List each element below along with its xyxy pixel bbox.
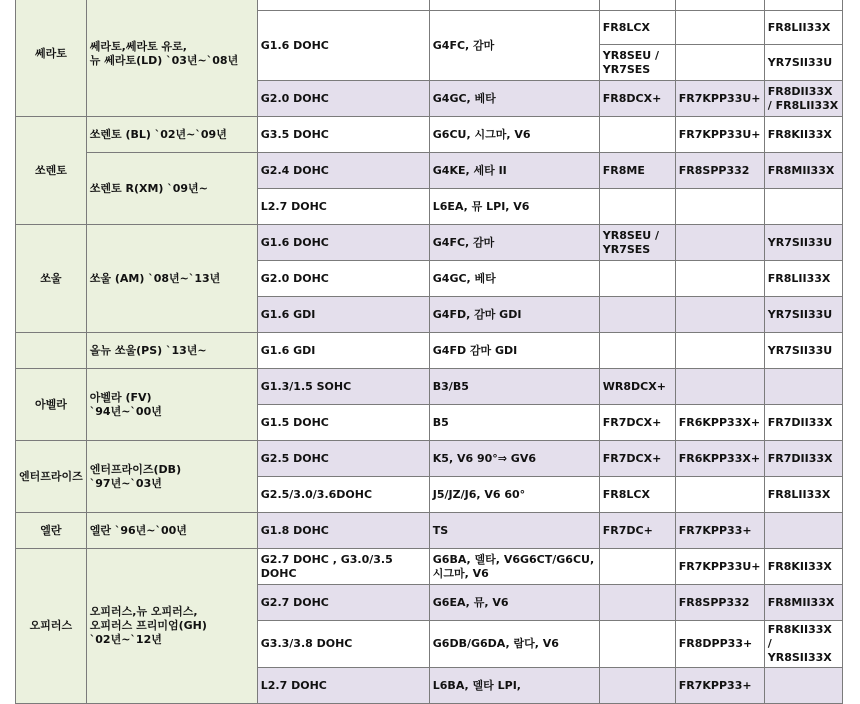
engine-cell: G1.8 DOHC — [257, 513, 429, 549]
plug-1-cell — [599, 585, 675, 621]
plug-2-cell — [675, 225, 764, 261]
plug-1-cell: FR8LCX — [599, 11, 675, 45]
plug-2-cell — [675, 189, 764, 225]
engine-cell: G1.6 DOHC — [257, 11, 429, 81]
model-cell: 쏘울 (AM) `08년~`13년 — [86, 225, 257, 333]
plug-3-cell: FR8KII33X / YR8SII33X — [764, 621, 842, 668]
plug-2-cell — [675, 261, 764, 297]
brand-cell: 엔터프라이즈 — [16, 441, 87, 513]
table-row — [16, 0, 843, 11]
engine-code-cell: K5, V6 90°⇒ GV6 — [429, 441, 599, 477]
plug-2-cell: FR6KPP33X+ — [675, 441, 764, 477]
plug-3-cell: FR8MII33X — [764, 585, 842, 621]
plug-3-cell — [764, 189, 842, 225]
plug-3-cell: FR8MII33X — [764, 153, 842, 189]
plug-1-cell: FR8DCX+ — [599, 81, 675, 117]
brand-cell: 아벨라 — [16, 369, 87, 441]
engine-cell: G1.3/1.5 SOHC — [257, 369, 429, 405]
engine-cell: G2.7 DOHC , G3.0/3.5 DOHC — [257, 549, 429, 585]
plug-2-cell: FR7KPP33+ — [675, 668, 764, 704]
plug-3-cell: YR7SII33U — [764, 225, 842, 261]
plug-3-cell — [764, 0, 842, 11]
plug-1-cell: YR8SEU / YR7SES — [599, 225, 675, 261]
model-cell: 쎄라토,쎄라토 유로, 뉴 쎄라토(LD) `03년~`08년 — [86, 0, 257, 117]
plug-1-cell — [599, 297, 675, 333]
plug-1-cell: YR8SEU / YR7SES — [599, 45, 675, 81]
plug-2-cell — [675, 369, 764, 405]
plug-2-cell — [675, 45, 764, 81]
table-row — [16, 153, 843, 189]
engine-cell: G2.5/3.0/3.6DOHC — [257, 477, 429, 513]
engine-cell — [257, 0, 429, 11]
plug-2-cell — [675, 11, 764, 45]
plug-1-cell — [599, 621, 675, 668]
plug-2-cell: FR7KPP33+ — [675, 513, 764, 549]
plug-3-cell: FR7DII33X — [764, 405, 842, 441]
engine-code-cell: L6BA, 델타 LPI, — [429, 668, 599, 704]
model-cell: 엘란 `96년~`00년 — [86, 513, 257, 549]
plug-3-cell — [764, 668, 842, 704]
plug-3-cell — [764, 513, 842, 549]
engine-cell: G2.4 DOHC — [257, 153, 429, 189]
engine-cell: G2.5 DOHC — [257, 441, 429, 477]
plug-2-cell — [675, 333, 764, 369]
plug-1-cell: WR8DCX+ — [599, 369, 675, 405]
engine-code-cell: B3/B5 — [429, 369, 599, 405]
engine-cell: G2.0 DOHC — [257, 261, 429, 297]
engine-cell: G1.6 GDI — [257, 297, 429, 333]
plug-2-cell: FR8SPP332 — [675, 585, 764, 621]
plug-3-cell: FR7DII33X — [764, 441, 842, 477]
plug-3-cell: FR8LII33X — [764, 11, 842, 45]
model-cell: 오피러스,뉴 오피러스, 오피러스 프리미엄(GH) `02년~`12년 — [86, 549, 257, 704]
plug-3-cell: YR7SII33U — [764, 297, 842, 333]
plug-1-cell — [599, 333, 675, 369]
model-cell: 엔터프라이즈(DB) `97년~`03년 — [86, 441, 257, 513]
engine-cell: G3.3/3.8 DOHC — [257, 621, 429, 668]
plug-2-cell — [675, 297, 764, 333]
engine-code-cell: G4KE, 세타 II — [429, 153, 599, 189]
engine-code-cell: L6EA, 뮤 LPI, V6 — [429, 189, 599, 225]
engine-code-cell: G4FC, 감마 — [429, 11, 599, 81]
plug-2-cell: FR7KPP33U+ — [675, 81, 764, 117]
plug-2-cell: FR7KPP33U+ — [675, 549, 764, 585]
plug-1-cell — [599, 117, 675, 153]
plug-2-cell: FR7KPP33U+ — [675, 117, 764, 153]
engine-code-cell: G6DB/G6DA, 람다, V6 — [429, 621, 599, 668]
plug-2-cell: FR8SPP332 — [675, 153, 764, 189]
engine-cell: G2.7 DOHC — [257, 585, 429, 621]
plug-3-cell: YR7SII33U — [764, 333, 842, 369]
table-row — [16, 225, 843, 261]
plug-1-cell — [599, 668, 675, 704]
plug-1-cell — [599, 261, 675, 297]
engine-cell: G1.6 GDI — [257, 333, 429, 369]
spark-plug-table — [15, 0, 843, 704]
plug-3-cell: YR7SII33U — [764, 45, 842, 81]
brand-cell: 쏘렌토 — [16, 117, 87, 225]
engine-code-cell: G4GC, 베타 — [429, 261, 599, 297]
table-row — [16, 513, 843, 549]
engine-cell: G1.6 DOHC — [257, 225, 429, 261]
plug-1-cell: FR8ME — [599, 153, 675, 189]
engine-code-cell: TS — [429, 513, 599, 549]
engine-cell: G2.0 DOHC — [257, 81, 429, 117]
plug-1-cell — [599, 549, 675, 585]
plug-3-cell: FR8KII33X — [764, 117, 842, 153]
table-row — [16, 369, 843, 405]
plug-2-cell: FR6KPP33X+ — [675, 405, 764, 441]
engine-code-cell: G6CU, 시그마, V6 — [429, 117, 599, 153]
engine-code-cell: G6BA, 델타, V6G6CT/G6CU, 시그마, V6 — [429, 549, 599, 585]
engine-code-cell: G4FC, 감마 — [429, 225, 599, 261]
engine-cell: G1.5 DOHC — [257, 405, 429, 441]
plug-3-cell: FR8DII33X / FR8LII33X — [764, 81, 842, 117]
plug-2-cell — [675, 477, 764, 513]
engine-cell: G3.5 DOHC — [257, 117, 429, 153]
engine-code-cell: G4GC, 베타 — [429, 81, 599, 117]
plug-1-cell — [599, 189, 675, 225]
engine-code-cell: J5/JZ/J6, V6 60° — [429, 477, 599, 513]
brand-cell: 오피러스 — [16, 549, 87, 704]
plug-1-cell: FR7DCX+ — [599, 405, 675, 441]
plug-2-cell: FR8DPP33+ — [675, 621, 764, 668]
table-row — [16, 549, 843, 585]
plug-1-cell: FR8LCX — [599, 477, 675, 513]
engine-code-cell: G6EA, 뮤, V6 — [429, 585, 599, 621]
engine-code-cell: B5 — [429, 405, 599, 441]
plug-3-cell: FR8LII33X — [764, 261, 842, 297]
model-cell: 쏘렌토 R(XM) `09년~ — [86, 153, 257, 225]
engine-code-cell: G4FD, 감마 GDI — [429, 297, 599, 333]
plug-1-cell — [599, 0, 675, 11]
model-cell: 쏘렌토 (BL) `02년~`09년 — [86, 117, 257, 153]
plug-3-cell: FR8LII33X — [764, 477, 842, 513]
brand-cell: 쏘울 — [16, 225, 87, 333]
table-row — [16, 333, 843, 369]
brand-cell: 쎄라토 — [16, 0, 87, 117]
plug-3-cell — [764, 369, 842, 405]
engine-cell: L2.7 DOHC — [257, 189, 429, 225]
engine-cell: L2.7 DOHC — [257, 668, 429, 704]
brand-cell — [16, 333, 87, 369]
plug-1-cell: FR7DCX+ — [599, 441, 675, 477]
model-cell: 올뉴 쏘울(PS) `13년~ — [86, 333, 257, 369]
table-row — [16, 441, 843, 477]
table-row — [16, 117, 843, 153]
plug-2-cell — [675, 0, 764, 11]
brand-cell: 엘란 — [16, 513, 87, 549]
plug-3-cell: FR8KII33X — [764, 549, 842, 585]
engine-code-cell: G4FD 감마 GDI — [429, 333, 599, 369]
model-cell: 아벨라 (FV) `94년~`00년 — [86, 369, 257, 441]
plug-1-cell: FR7DC+ — [599, 513, 675, 549]
engine-code-cell — [429, 0, 599, 11]
